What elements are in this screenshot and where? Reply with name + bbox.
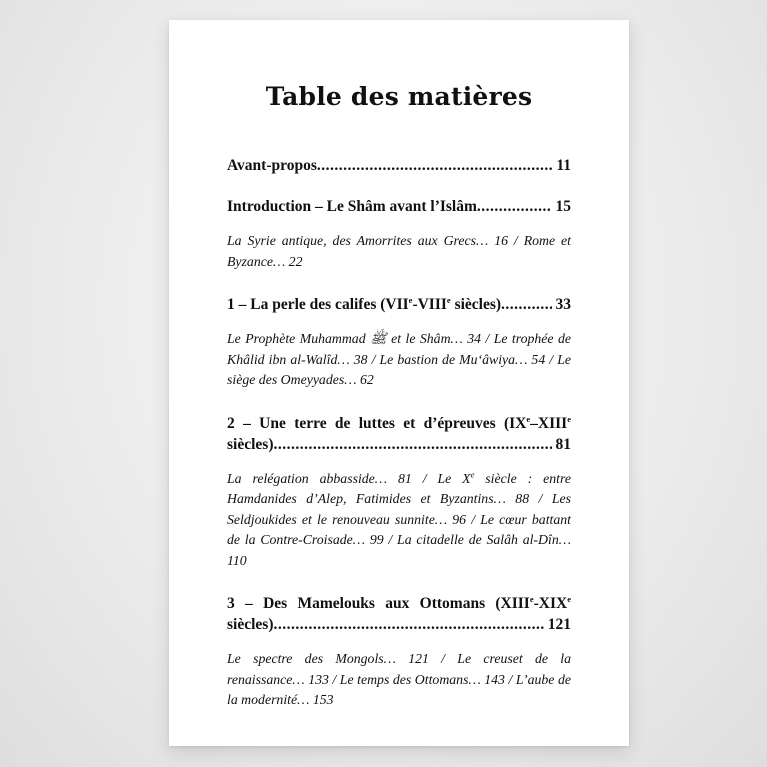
page-title: Table des matières: [265, 82, 533, 111]
toc-entry-label: 1 – La perle des califes (VIIe-VIIIe siècles): [227, 294, 502, 313]
toc-entry-chapter-2-line2[interactable]: [227, 434, 571, 455]
toc-entry-avant-propos[interactable]: [227, 155, 571, 176]
dot-leader: [317, 155, 552, 176]
dot-leader: [501, 294, 551, 315]
toc-entry-label: Introduction – Le Shâm avant l’Islâm: [227, 198, 477, 215]
toc-sections-chapter-2: La relégation abbasside… 81 / Le Xe siècle : entre Hamdanides d’Alep, Fatimides et Byzantins… 88 / Les Seldjoukides et le renouveau sunnite… 96 / Le cœur battant de la Contre-Croisade… 99 / La citadelle de Salâh al-Dîn… 110: [227, 468, 571, 568]
book-page: [169, 20, 629, 746]
toc-entry-label: Avant-propos: [227, 157, 317, 174]
toc-entry-label: 3 – Des Mamelouks aux Ottomans (XIIIe-XIXe: [227, 593, 571, 612]
toc-entry-introduction[interactable]: [227, 196, 571, 217]
toc-page-number: 81: [555, 435, 571, 453]
toc-entry-label: siècles): [227, 435, 274, 453]
toc-sections-introduction: La Syrie antique, des Amorrites aux Grecs… 16 / Rome et Byzance… 22: [227, 233, 571, 269]
toc-entry-chapter-3[interactable]: [227, 593, 571, 614]
toc-entry-label: 2 – Une terre de luttes et d’épreuves (IXe–XIIIe: [227, 413, 571, 432]
toc-sections-chapter-3: Le spectre des Mongols… 121 / Le creuset de la renaissance… 133 / Le temps des Ottomans… 143 / L’aube de la modernité… 153: [227, 651, 571, 707]
dot-leader: [477, 196, 552, 217]
toc-sections-chapter-1: Le Prophète Muhammad ﷺ et le Shâm… 34 / Le trophée de Khâlid ibn al-Walîd… 38 / Le bastion de Mu‘âwiya… 54 / Le siège des Omeyyades… 62: [227, 331, 571, 387]
toc-entry-label: siècles): [227, 616, 274, 633]
toc-entry-chapter-1[interactable]: [227, 294, 571, 315]
toc-entry-chapter-2[interactable]: [227, 413, 571, 434]
toc-page-number: 33: [555, 296, 571, 313]
toc-entry-chapter-3-line2[interactable]: [227, 614, 571, 635]
dot-leader: [273, 434, 551, 455]
toc-page-number: 15: [555, 198, 571, 215]
toc-page-number: 11: [556, 157, 571, 174]
dot-leader: [273, 614, 543, 635]
toc-page-number: 121: [547, 616, 571, 633]
